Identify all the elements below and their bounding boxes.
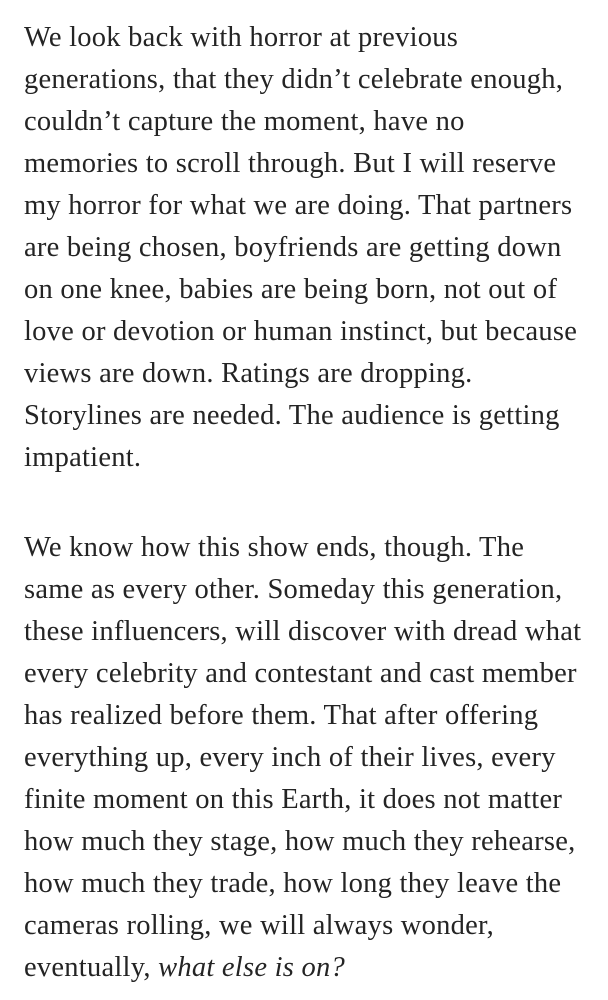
paragraph-line: generations, that they didn’t celebrate enough, xyxy=(24,64,564,95)
article-body xyxy=(24,0,590,989)
paragraph-line: how much they stage, how much they rehearse, xyxy=(24,826,576,857)
paragraph-line: my horror for what we are doing. That partners xyxy=(24,190,573,221)
paragraph-line: finite moment on this Earth, it does not matter xyxy=(24,784,563,815)
paragraph-line: these influencers, will discover with dread what xyxy=(24,616,582,647)
paragraph-line: love or devotion or human instinct, but because xyxy=(24,316,578,347)
paragraph-line: on one knee, babies are being born, not out of xyxy=(24,274,558,305)
paragraph-line: every celebrity and contestant and cast member xyxy=(24,658,577,689)
paragraph-line: We look back with horror at previous xyxy=(24,22,459,53)
paragraph-line: couldn’t capture the moment, have no xyxy=(24,106,465,137)
paragraph-line: cameras rolling, we will always wonder, xyxy=(24,910,495,941)
paragraph-line: same as every other. Someday this generation, xyxy=(24,574,563,605)
paragraph-2 xyxy=(24,527,590,989)
paragraph-line: memories to scroll through. But I will reserve xyxy=(24,148,557,179)
paragraph-line: We know how this show ends, though. The xyxy=(24,532,525,563)
paragraph-line: views are down. Ratings are dropping. xyxy=(24,358,473,389)
paragraph-line: has realized before them. That after offering xyxy=(24,700,539,731)
paragraph-line: everything up, every inch of their lives, every xyxy=(24,742,556,773)
last-line-prefix: eventually, xyxy=(24,952,159,983)
italic-closing-question: what else is on? xyxy=(158,952,345,983)
paragraph-line: impatient. xyxy=(24,442,142,473)
paragraph-line: are being chosen, boyfriends are getting down xyxy=(24,232,562,263)
paragraph-last-line xyxy=(24,947,590,989)
paragraph-line: Storylines are needed. The audience is getting xyxy=(24,400,560,431)
paragraph-line: how much they trade, how long they leave the xyxy=(24,868,562,899)
paragraph-spacer xyxy=(24,479,590,527)
paragraph-1 xyxy=(24,17,590,479)
